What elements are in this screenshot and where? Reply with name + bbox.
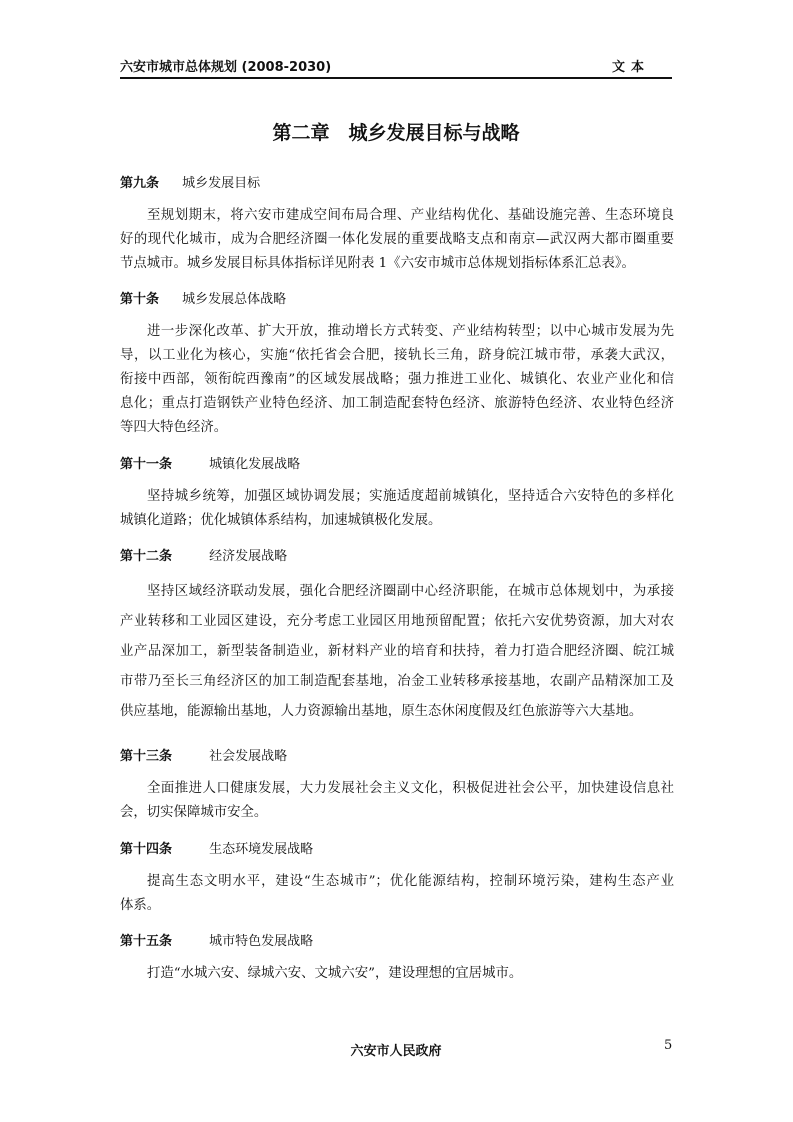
- article-body: [120, 320, 674, 440]
- body-line: 坚持区域经济联动发展，强化合肥经济圈副中心经济职能，在城市总体规划中，为承接: [147, 584, 674, 599]
- body-line: 全面推进人口健康发展，大力发展社会主义文化，积极促进社会公平，加快建设信息社: [147, 781, 674, 796]
- article-title: 城镇化发展战略: [209, 457, 301, 472]
- header-rule: [120, 77, 672, 79]
- article-number: 第十一条: [120, 457, 173, 472]
- article-body: [120, 485, 674, 533]
- article-body: [120, 962, 674, 986]
- article-heading: [120, 453, 300, 472]
- footer-issuer: 六安市人民政府: [350, 1044, 442, 1059]
- body-line: 提高生态文明水平，建设“生态城市”；优化能源结构，控制环境污染，建构生态产业: [147, 874, 674, 889]
- article-body: [120, 204, 674, 276]
- body-line: 等四大特色经济。: [120, 420, 228, 435]
- body-line: 至规划期末，将六安市建成空间布局合理、产业结构优化、基础设施完善、生态环境良: [147, 208, 674, 223]
- body-line: 打造“水城六安、绿城六安、文城六安”，建设理想的宜居城市。: [147, 966, 523, 981]
- page-number: 5: [664, 1038, 673, 1053]
- article-heading: [120, 288, 286, 307]
- body-line: 城镇化道路；优化城镇体系结构，加速城镇极化发展。: [120, 513, 442, 528]
- article-title: 社会发展战略: [209, 749, 288, 764]
- article-number: 第十三条: [120, 749, 173, 764]
- article-title: 经济发展战略: [209, 549, 288, 564]
- article-heading: [120, 745, 287, 764]
- body-line: 好的现代化城市，成为合肥经济圈一体化发展的重要战略支点和南京—武汉两大都市圈重要: [120, 232, 674, 247]
- body-line: 进一步深化改革、扩大开放，推动增长方式转变、产业结构转型；以中心城市发展为先: [147, 324, 674, 339]
- article-heading: [120, 930, 313, 949]
- body-line: 业产品深加工，新型装备制造业，新材料产业的培育和扶持，着力打造合肥经济圈、皖江城: [120, 644, 674, 659]
- article-title: 城乡发展目标: [182, 176, 261, 191]
- body-line: 坚持城乡统筹，加强区域协调发展；实施适度超前城镇化，坚持适合六安特色的多样化: [147, 489, 674, 504]
- article-body: [120, 870, 674, 918]
- page-header: [120, 56, 672, 76]
- article-heading: [120, 172, 260, 191]
- body-line: 体系。: [120, 898, 161, 913]
- article-number: 第十条: [120, 292, 160, 307]
- article-title: 城市特色发展战略: [209, 934, 314, 949]
- body-line: 衔接中西部，领衔皖西豫南”的区域发展战略；强力推进工业化、城镇化、农业产业化和信: [120, 372, 674, 387]
- body-line: 导，以工业化为核心，实施“依托省会合肥，接轨长三角，跻身皖江城市带，承袭大武汉，: [120, 348, 674, 363]
- body-line: 市带乃至长三角经济区的加工制造配套基地，冶金工业转移承接基地，农副产品精深加工及: [120, 674, 674, 689]
- body-line: 会，切实保障城市安全。: [120, 805, 268, 820]
- article-heading: [120, 545, 287, 564]
- header-section-label: 文本: [611, 60, 650, 75]
- article-title: 生态环境发展战略: [209, 842, 314, 857]
- article-title: 城乡发展总体战略: [182, 292, 287, 307]
- body-line: 产业转移和工业园区建设，充分考虑工业园区用地预留配置；依托六安优势资源，加大对农: [120, 614, 674, 629]
- article-number: 第十四条: [120, 842, 173, 857]
- body-line: 息化；重点打造钢铁产业特色经济、加工制造配套特色经济、旅游特色经济、农业特色经济: [120, 396, 674, 411]
- article-number: 第九条: [120, 176, 160, 191]
- article-body: [120, 577, 674, 727]
- header-document-title: 六安市城市总体规划 (2008-2030): [120, 60, 332, 75]
- article-body: [120, 777, 674, 825]
- article-number: 第十二条: [120, 549, 173, 564]
- body-line: 供应基地，能源输出基地，人力资源输出基地，原生态休闲度假及红色旅游等六大基地。: [120, 704, 643, 719]
- chapter-title: 第二章 城乡发展目标与战略: [272, 122, 520, 144]
- article-heading: [120, 838, 313, 857]
- article-number: 第十五条: [120, 934, 173, 949]
- body-line: 节点城市。城乡发展目标具体指标详见附表 1《六安市城市总体规划指标体系汇总表》。: [120, 256, 635, 271]
